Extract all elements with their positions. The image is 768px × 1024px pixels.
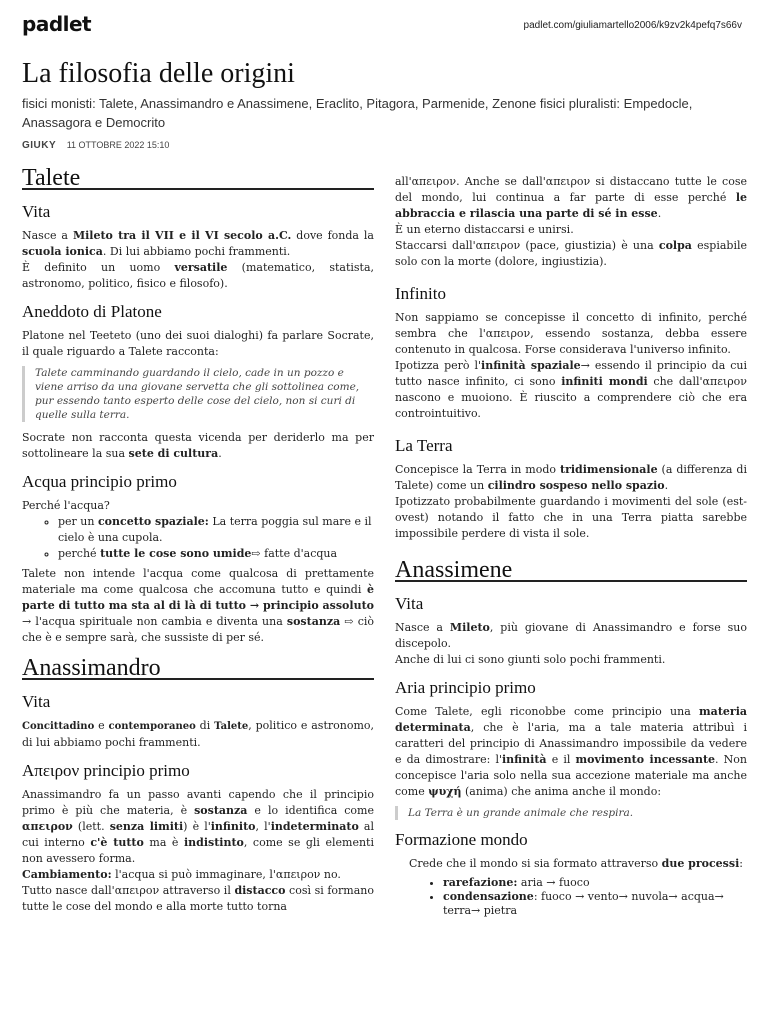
quote-block: La Terra è un grande animale che respira. (395, 806, 747, 820)
section-heading-anassimandro: Anassimandro (22, 660, 374, 680)
list-item: • condensazione: fuoco → vento→ nuvola→ acqua→ terra→ pietra (443, 890, 747, 918)
post-date: 11 OTTOBRE 2022 15:10 (66, 140, 170, 150)
list-item: ◦ perché tutte le cose sono umide⇨ fatte d'acqua (58, 546, 374, 562)
paragraph: Concittadino e contemporaneo di Talete, politico e astronomo, di lui abbiamo pochi frammenti. (22, 719, 374, 749)
paragraph: Anassimandro fa un passo avanti capendo che il principio primo è più che materia, è sostanza e lo identifica come απειρον (lett. senza limiti) è l'infinito, l'indeterminato al cui interno c'è tutto ma è indistinto, come se gli elementi non avessero forma. Cambiamento: l'acqua si può immaginare, l'απειρον no. Tutto nasce dall'απειρον attraverso il distacco così si formano tutte le cose del mondo e alla morte tutto torna (22, 788, 374, 913)
subheading-infinito: Infinito (395, 284, 446, 303)
left-column (22, 165, 375, 921)
subheading-vita: Vita (22, 692, 51, 711)
section-heading-talete: Talete (22, 170, 374, 190)
post-title: La filosofia delle origini (22, 58, 295, 89)
post-meta (22, 140, 169, 151)
paragraph: Ipotizza però l'infinità spaziale→ essendo il principio da cui tutto nasce infinito, ci sono infiniti mondi che dall'απειρον nascono e muoiono. È riuscito a comprendere ciò che era controintuitivo. (395, 359, 747, 420)
right-column (395, 174, 747, 918)
paragraph: Platone nel Teeteto (uno dei suoi dialoghi) fa parlare Socrate, il quale riguardo a Talete racconta: (22, 329, 374, 358)
section-heading-anassimene: Anassimene (395, 562, 747, 582)
paragraph: Concepisce la Terra in modo tridimensionale (a differenza di Talete) come un cilindro sospeso nello spazio. (395, 463, 747, 492)
bullet-list (22, 514, 374, 562)
subheading-vita: Vita (22, 202, 51, 221)
subheading-aneddoto: Aneddoto di Platone (22, 302, 162, 321)
list-item: ◦ per un concetto spaziale: La terra poggia sul mare e il cielo è una cupola. (58, 514, 374, 546)
paragraph: Talete non intende l'acqua come qualcosa di prettamente materiale ma come qualcosa che accomuna tutto e quindi è parte di tutto ma sta al di là di tutto → principio assoluto → l'acqua spirituale non cambia e diventa una sostanza ⇨ ciò che è e sempre sarà, che sussiste di per sé. (22, 567, 374, 644)
paragraph: Crede che il mondo si sia formato attraverso due processi: (409, 857, 743, 870)
paragraph: Perché l'acqua? (22, 499, 110, 512)
subheading-vita: Vita (395, 594, 424, 613)
paragraph: Ipotizzato probabilmente guardando i movimenti del sole (est-ovest) notando il fatto che in una Terra piatta sarebbe impossibile perdere di vista il sole. (395, 495, 747, 540)
paragraph: Non sappiamo se concepisse il concetto di infinito, perché sembra che l'απειρον, essendo sostanza, debba essere contenuto in qualcosa. Forse considerava l'universo infinito. (395, 311, 747, 356)
quote-block: Talete camminando guardando il cielo, cade in un pozzo e viene arriso da una giovane servetta che gli sottolinea come, pur essendo tanto esperto delle cose del cielo, non si curi di quelle sulla terra. (22, 366, 374, 422)
top-bar (0, 0, 768, 52)
paragraph: Anche di lui ci sono giunti solo pochi frammenti. (395, 653, 666, 666)
bullet-list (395, 876, 747, 918)
author-name[interactable]: GIUKY (22, 140, 57, 151)
subheading-apeiron: Απειρον principio primo (22, 761, 190, 780)
padlet-logo[interactable]: padlet (22, 12, 92, 36)
paragraph: Socrate non racconta questa vicenda per deriderlo ma per sottolineare la sua sete di cultura. (22, 431, 374, 460)
page-url[interactable]: padlet.com/giuliamartello2006/k9zv2k4pefq7s66v (523, 20, 742, 31)
paragraph: Nasce a Mileto tra il VII e il VI secolo a.C. dove fonda la scuola ionica. Di lui abbiamo pochi frammenti. È definito un uomo versatile (matematico, statista, astronomo, politico, fisico e filosofo). (22, 229, 375, 290)
paragraph: È un eterno distaccarsi e unirsi. (395, 223, 574, 236)
subheading-terra: La Terra (395, 436, 453, 455)
paragraph: Come Talete, egli riconobbe come principio una materia determinata, che è l'aria, ma a tale materia attribuì i caratteri del principio di Anassimandro impossibile da vedere e da dimostrare: l'infinità e il movimento incessante. Non concepisce l'aria solo nella sua accezione materiale ma anche come ψυχή (anima) che anima anche il mondo: (395, 705, 747, 798)
paragraph: all'απειρον. Anche se dall'απειρον si distaccano tutte le cose del mondo, lui continua a far parte di esse perché le abbraccia e rilascia una parte di sé in esse. (395, 175, 747, 220)
paragraph: Staccarsi dall'απειρον (pace, giustizia) è una colpa espiabile solo con la morte (dolore, ingiustizia). (395, 239, 747, 268)
subheading-aria: Aria principio primo (395, 678, 536, 697)
paragraph: Nasce a Mileto, più giovane di Anassimandro e forse suo discepolo. (395, 621, 747, 650)
post-subtitle: fisici monisti: Talete, Anassimandro e Anassimene, Eraclito, Pitagora, Parmenide, Zenone fisici pluralisti: Empedocle, Anassagora e Democrito (22, 96, 693, 130)
subheading-acqua: Acqua principio primo (22, 472, 177, 491)
subheading-formazione: Formazione mondo (395, 830, 528, 849)
list-item: • rarefazione: aria → fuoco (443, 876, 747, 890)
